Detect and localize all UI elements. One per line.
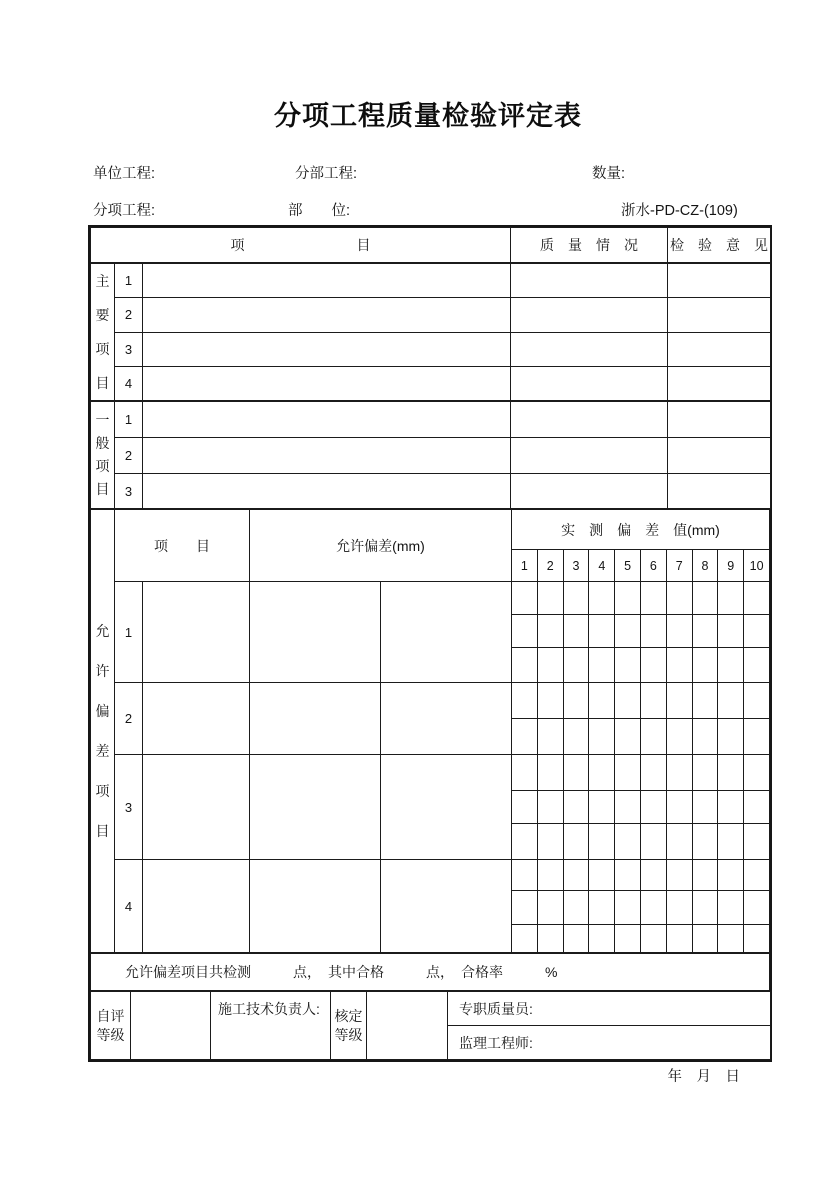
measured-value-cell[interactable] [666, 648, 692, 683]
measured-value-cell[interactable] [692, 615, 718, 648]
measured-value-cell[interactable] [512, 791, 538, 824]
measured-value-cell[interactable] [563, 824, 589, 860]
table-header-row [90, 227, 771, 263]
measured-value-cell[interactable] [537, 582, 563, 615]
header-item: 项 目 [91, 228, 511, 263]
measured-value-cell[interactable] [744, 925, 770, 953]
measured-value-cell[interactable] [640, 648, 666, 683]
allowed-deviation-cell-b[interactable] [381, 683, 512, 755]
general-item-content-cell[interactable] [143, 402, 511, 438]
quality-status-cell[interactable] [511, 366, 668, 400]
measured-value-cell[interactable] [744, 791, 770, 824]
measured-value-cell[interactable] [589, 719, 615, 755]
deviation-row-number: 2 [115, 683, 143, 755]
measured-value-cell[interactable] [640, 719, 666, 755]
inspection-opinion-cell[interactable] [668, 298, 771, 332]
measured-value-cell[interactable] [589, 791, 615, 824]
quality-status-cell[interactable] [511, 402, 668, 438]
measure-col-header: 1 [512, 550, 538, 582]
deviation-row-number: 4 [115, 860, 143, 953]
measured-value-cell[interactable] [666, 683, 692, 719]
unit-project-label: 单位工程: [93, 166, 156, 182]
quality-status-cell[interactable] [511, 264, 668, 298]
division-project-label: 分部工程: [295, 166, 358, 182]
deviation-item-name-cell[interactable] [143, 683, 250, 755]
measured-value-cell[interactable] [615, 719, 641, 755]
measured-value-cell[interactable] [537, 791, 563, 824]
measure-col-header: 9 [718, 550, 744, 582]
deviation-row-number: 3 [115, 755, 143, 860]
measure-col-header: 4 [589, 550, 615, 582]
sub-project-label: 分项工程: [93, 203, 156, 219]
measured-value-cell[interactable] [718, 648, 744, 683]
measured-value-cell[interactable] [563, 615, 589, 648]
measured-value-cell[interactable] [537, 891, 563, 925]
measured-value-cell[interactable] [666, 891, 692, 925]
quality-status-cell[interactable] [511, 332, 668, 366]
main-items-label [91, 264, 115, 401]
measured-value-cell[interactable] [718, 582, 744, 615]
measured-value-cell[interactable] [615, 582, 641, 615]
general-item-content-cell[interactable] [143, 438, 511, 474]
quality-officer-label: 专职质量员: [448, 992, 771, 1026]
measured-value-cell[interactable] [744, 891, 770, 925]
measured-value-cell[interactable] [563, 648, 589, 683]
measured-value-cell[interactable] [589, 891, 615, 925]
measured-deviation-header: 实 测 偏 差 值(mm) [512, 510, 770, 550]
inspection-opinion-cell[interactable] [668, 332, 771, 366]
allowed-deviation-cell-b[interactable] [381, 755, 512, 860]
general-items-label [91, 402, 115, 509]
measured-value-cell[interactable] [589, 582, 615, 615]
inspection-opinion-cell[interactable] [668, 438, 771, 474]
measured-value-cell[interactable] [589, 824, 615, 860]
inspection-opinion-cell[interactable] [668, 474, 771, 509]
measured-value-cell[interactable] [563, 582, 589, 615]
measured-value-cell[interactable] [718, 824, 744, 860]
measured-value-cell[interactable] [615, 648, 641, 683]
measure-col-header: 8 [692, 550, 718, 582]
allowed-deviation-cell-a[interactable] [250, 582, 381, 683]
main-item-content-cell[interactable] [143, 366, 511, 400]
main-row-number: 3 [115, 332, 143, 366]
measured-value-cell[interactable] [744, 860, 770, 891]
measured-value-cell[interactable] [718, 719, 744, 755]
general-item-content-cell[interactable] [143, 474, 511, 509]
measured-value-cell[interactable] [640, 615, 666, 648]
measured-value-cell[interactable] [718, 615, 744, 648]
inspection-opinion-cell[interactable] [668, 402, 771, 438]
measured-value-cell[interactable] [512, 683, 538, 719]
measured-value-cell[interactable] [615, 925, 641, 953]
measured-value-cell[interactable] [615, 683, 641, 719]
measured-value-cell[interactable] [589, 648, 615, 683]
measured-value-cell[interactable] [640, 791, 666, 824]
allowed-deviation-cell-a[interactable] [250, 860, 381, 953]
measured-value-cell[interactable] [512, 615, 538, 648]
measured-value-cell[interactable] [718, 925, 744, 953]
verify-grade-label-text: 核定等级 [334, 1007, 363, 1043]
deviation-items-label-text: 允许偏差项目 [95, 623, 110, 839]
general-row-number: 3 [115, 474, 143, 509]
measured-value-cell[interactable] [537, 719, 563, 755]
measured-value-cell[interactable] [589, 683, 615, 719]
measured-value-cell[interactable] [589, 860, 615, 891]
measure-col-header: 6 [640, 550, 666, 582]
allowed-deviation-cell-a[interactable] [250, 755, 381, 860]
measured-value-cell[interactable] [692, 719, 718, 755]
verify-grade-label [331, 992, 367, 1060]
measure-col-header: 10 [744, 550, 770, 582]
measured-value-cell[interactable] [640, 891, 666, 925]
measured-value-cell[interactable] [512, 860, 538, 891]
supervisor-label: 监理工程师: [448, 1026, 771, 1060]
header-quality-status: 质 量 情 况 [511, 228, 668, 263]
main-row-number: 4 [115, 366, 143, 400]
quality-status-cell[interactable] [511, 474, 668, 509]
measured-value-cell[interactable] [512, 582, 538, 615]
measured-value-cell[interactable] [537, 755, 563, 791]
measure-col-header: 5 [615, 550, 641, 582]
measured-value-cell[interactable] [512, 925, 538, 953]
general-row-number: 2 [115, 438, 143, 474]
inspection-opinion-cell[interactable] [668, 366, 771, 400]
deviation-item-name-cell[interactable] [143, 860, 250, 953]
measured-value-cell[interactable] [512, 648, 538, 683]
measured-value-cell[interactable] [537, 925, 563, 953]
measured-value-cell[interactable] [718, 791, 744, 824]
measured-value-cell[interactable] [640, 683, 666, 719]
measured-value-cell[interactable] [563, 891, 589, 925]
measured-value-cell[interactable] [512, 755, 538, 791]
measured-value-cell[interactable] [744, 582, 770, 615]
measured-value-cell[interactable] [692, 683, 718, 719]
deviation-item-header: 项 目 [115, 510, 250, 582]
tech-lead-label: 施工技术负责人: [211, 992, 331, 1060]
measured-value-cell[interactable] [666, 755, 692, 791]
measured-value-cell[interactable] [640, 824, 666, 860]
measured-value-cell[interactable] [615, 791, 641, 824]
measured-value-cell[interactable] [692, 791, 718, 824]
deviation-row-number: 1 [115, 582, 143, 683]
measured-value-cell[interactable] [666, 791, 692, 824]
date-line: 年 月 日 [667, 1069, 740, 1085]
measured-value-cell[interactable] [589, 925, 615, 953]
self-grade-label-text: 自评等级 [96, 1007, 125, 1043]
verify-grade-value-cell[interactable] [367, 992, 448, 1060]
measured-value-cell[interactable] [589, 755, 615, 791]
main-items-label-text: 主要项目 [95, 273, 110, 391]
measured-value-cell[interactable] [666, 719, 692, 755]
position-label: 部 位: [288, 203, 351, 219]
self-grade-value-cell[interactable] [131, 992, 211, 1060]
measured-value-cell[interactable] [563, 925, 589, 953]
measured-value-cell[interactable] [615, 824, 641, 860]
main-item-content-cell[interactable] [143, 332, 511, 366]
measured-value-cell[interactable] [692, 891, 718, 925]
measured-value-cell[interactable] [744, 755, 770, 791]
evaluation-table [88, 225, 772, 1062]
quality-status-cell[interactable] [511, 298, 668, 332]
signature-block [90, 991, 771, 1060]
measured-value-cell[interactable] [537, 824, 563, 860]
page-title: 分项工程质量检验评定表 [274, 101, 582, 131]
allowed-deviation-cell-b[interactable] [381, 860, 512, 953]
measured-value-cell[interactable] [692, 824, 718, 860]
measured-value-cell[interactable] [563, 719, 589, 755]
summary-row [90, 953, 770, 991]
measured-value-cell[interactable] [744, 824, 770, 860]
measured-value-cell[interactable] [512, 719, 538, 755]
measured-value-cell[interactable] [512, 824, 538, 860]
measured-value-cell[interactable] [563, 683, 589, 719]
deviation-item-name-cell[interactable] [143, 582, 250, 683]
deviation-items-label [91, 510, 115, 953]
measured-value-cell[interactable] [666, 860, 692, 891]
main-row-number: 2 [115, 298, 143, 332]
measured-value-cell[interactable] [615, 860, 641, 891]
measured-value-cell[interactable] [744, 719, 770, 755]
measured-value-cell[interactable] [744, 683, 770, 719]
measured-value-cell[interactable] [744, 648, 770, 683]
main-row-number: 1 [115, 264, 143, 298]
measured-value-cell[interactable] [563, 860, 589, 891]
measured-value-cell[interactable] [692, 755, 718, 791]
measure-col-header: 3 [563, 550, 589, 582]
measured-value-cell[interactable] [563, 791, 589, 824]
measure-col-header: 7 [666, 550, 692, 582]
quantity-label: 数量: [592, 166, 626, 182]
general-items-section [90, 401, 771, 509]
allowed-deviation-cell-a[interactable] [250, 683, 381, 755]
measured-value-cell[interactable] [718, 683, 744, 719]
measured-value-cell[interactable] [640, 925, 666, 953]
measured-value-cell[interactable] [666, 925, 692, 953]
measured-value-cell[interactable] [589, 615, 615, 648]
header-inspection-opinion: 检 验 意 见 [668, 228, 771, 263]
measured-value-cell[interactable] [640, 582, 666, 615]
measured-value-cell[interactable] [537, 860, 563, 891]
measured-value-cell[interactable] [692, 648, 718, 683]
measured-value-cell[interactable] [563, 755, 589, 791]
deviation-section [90, 509, 770, 953]
main-item-content-cell[interactable] [143, 264, 511, 298]
measured-value-cell[interactable] [718, 860, 744, 891]
measured-value-cell[interactable] [692, 860, 718, 891]
allowed-deviation-header: 允许偏差(mm) [250, 510, 512, 582]
measured-value-cell[interactable] [666, 615, 692, 648]
measured-value-cell[interactable] [615, 755, 641, 791]
inspection-opinion-cell[interactable] [668, 264, 771, 298]
main-items-section [90, 263, 771, 401]
measured-value-cell[interactable] [666, 582, 692, 615]
general-row-number: 1 [115, 402, 143, 438]
measured-value-cell[interactable] [512, 891, 538, 925]
general-items-label-text: 一般项目 [95, 412, 110, 497]
measured-value-cell[interactable] [666, 824, 692, 860]
summary-text: 允许偏差项目共检测 点， 其中合格 点， 合格率 % [91, 954, 770, 991]
allowed-deviation-cell-b[interactable] [381, 582, 512, 683]
measure-col-header: 2 [537, 550, 563, 582]
measured-value-cell[interactable] [537, 648, 563, 683]
measured-value-cell[interactable] [640, 860, 666, 891]
measured-value-cell[interactable] [615, 891, 641, 925]
measured-value-cell[interactable] [640, 755, 666, 791]
measured-value-cell[interactable] [692, 925, 718, 953]
self-grade-label [91, 992, 131, 1060]
measured-value-cell[interactable] [692, 582, 718, 615]
measured-value-cell[interactable] [744, 615, 770, 648]
measured-value-cell[interactable] [537, 683, 563, 719]
measured-value-cell[interactable] [537, 615, 563, 648]
measured-value-cell[interactable] [718, 891, 744, 925]
measured-value-cell[interactable] [615, 615, 641, 648]
form-code: 浙水-PD-CZ-(109) [621, 203, 738, 219]
measured-value-cell[interactable] [718, 755, 744, 791]
deviation-item-name-cell[interactable] [143, 755, 250, 860]
main-item-content-cell[interactable] [143, 298, 511, 332]
quality-status-cell[interactable] [511, 438, 668, 474]
